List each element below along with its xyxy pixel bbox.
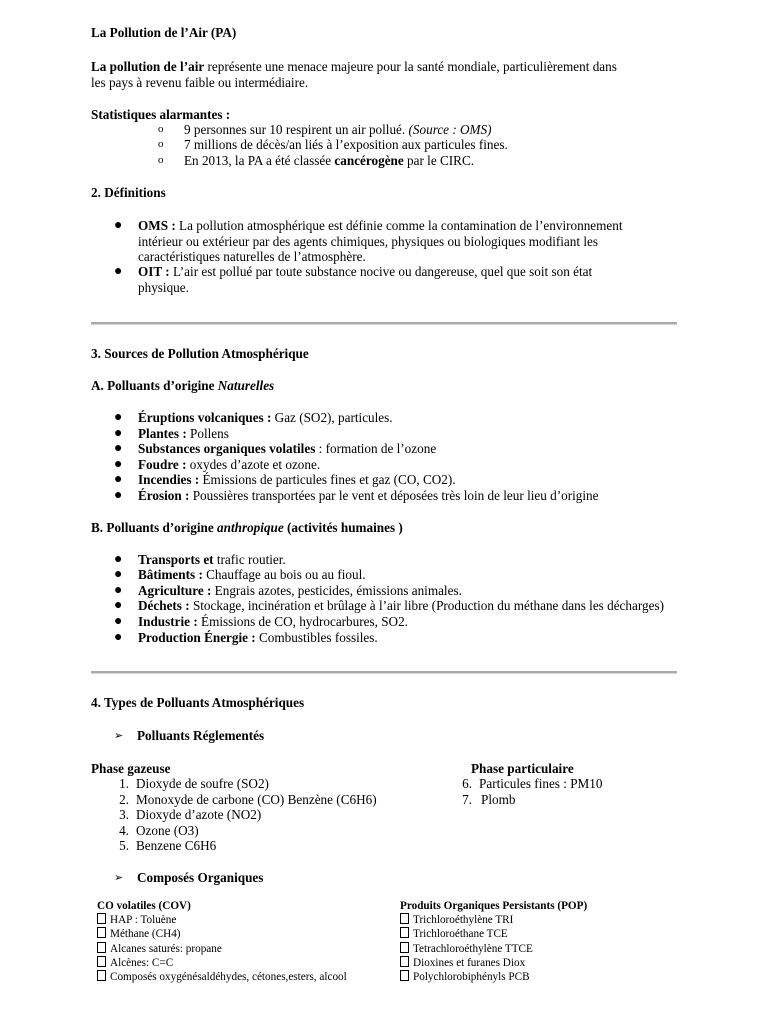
pop-item: Trichloroéthane TCE [400, 927, 587, 941]
document-page: La Pollution de l’Air (PA) La pollution de l’air représente une menace majeure pour la santé mondiale, particulièrement dans les pays à revenu faible ou intermédiaire. Statistiques alarmantes : o 9 personnes sur 10 respirent un air pollué. (Source : OMS) o 7 millions de décès/an liés à l’exposition aux particules fines. o En 2013, la PA a été classée cancérogène par le CIRC. 2. Définitions ● OMS : La pollution atmosphérique est définie comme la contamination de l’environnement intérieur ou extérieur par des agents chimiques, physiques ou biologiques modifiant les caractéristiques naturelles de l’atmosphère. ● OIT : L’air est pollué par toute substance nocive ou dangereuse, quel que soit son état physique. 3. Sources de Pollution Atmosphérique A. Polluants d’origine Naturelles ● Éruptions volcaniques : Gaz (SO2), particules. ● Plantes : Pollens ● Substances organiques volatiles : formation de l’ozone ● Foudre : oxydes d’azote et ozone. ● Incendies : Émissions de particules fines et gaz (CO, CO2). ● Érosion : Poussières transportées par le vent et déposées très loin de leur lieu d’origine B. Polluants d’origine anthropique (activités humaines ) ● Transports et trafic routier. ● Bâtiments : Chauffage au bois ou au fioul. ● Agriculture : Engrais azotes, pesticides, émissions animales. ● Déchets : Stockage, incinération et brûlage à l’air libre (Production du méthane dans les décharges) ● Industrie : Émissions de CO, hydrocarbures, SO2. ● Production Énergie : Combustibles fossiles. 4. Types de Polluants Atmosphériques ➢ Polluants Réglementés Phase gazeuse Phase particulaire 1. Dioxyde de soufre (SO2) 2. Monoxyde de carbone (CO) Benzène (C6H6) 3. Dioxyde d’azote (NO2) 4. Ozone (O3) 5. Benzene C6H6 6. Particules fines : PM10 7. Plomb ➢ Composés Organiques CO volatiles (COV) HAP : Toluène Méthane (CH4) Alcanes saturés: propane Alcènes: C=C Composés oxygénésaldéhydes, cétones,esters, alcool Produits Organiques Persistants (POP) Trichloroéthylène TRI Trichloroéthane TCE Tetrachloroéthylène TTCE Dioxines et furanes Diox Polychlorobiphényls PCB [0, 0, 768, 1024]
bullet-dot: ● [114, 410, 123, 425]
checkbox-icon [97, 927, 106, 938]
cov-item: Alcanes saturés: propane [97, 942, 347, 956]
document-title: La Pollution de l’Air (PA) [91, 25, 237, 40]
bullet-dot: ● [114, 630, 123, 645]
checkbox-icon [400, 970, 409, 981]
intro-line1: représente une menace majeure pour la santé mondiale, particulièrement dans [204, 59, 617, 74]
cov-item: Composés oxygénésaldéhydes, cétones,esters, alcool [97, 970, 347, 984]
bullet-dot: ● [114, 426, 123, 441]
bullet-dot: ● [114, 567, 123, 582]
bullet-dot: ● [114, 472, 123, 487]
bullet-dot: ● [114, 218, 123, 233]
cov-item: Alcènes: C=C [97, 956, 347, 970]
cov-heading: CO volatiles (COV) [97, 900, 191, 912]
bullet-dot: ● [114, 488, 123, 503]
bullet-o: o [158, 154, 164, 166]
stats-heading: Statistiques alarmantes : [91, 107, 231, 122]
bullet-o: o [158, 123, 164, 135]
source-note: (Source : OMS) [408, 122, 492, 137]
bullet-dot: ● [114, 457, 123, 472]
sources-heading: 3. Sources de Pollution Atmosphérique [91, 346, 309, 361]
section-divider [91, 322, 677, 325]
bullet-o: o [158, 138, 164, 150]
cov-item: HAP : Toluène [97, 913, 347, 927]
checkbox-icon [400, 956, 409, 967]
intro-paragraph [91, 59, 691, 90]
organic-heading: Composés Organiques [137, 870, 264, 885]
pop-item: Dioxines et furanes Diox [400, 956, 587, 970]
section-divider [91, 671, 677, 674]
bullet-dot: ● [114, 441, 123, 456]
cov-column [97, 899, 347, 984]
pop-column [400, 899, 587, 984]
bullet-dot: ● [114, 598, 123, 613]
pop-heading: Produits Organiques Persistants (POP) [400, 900, 588, 912]
anthropic-heading: B. Polluants d’origine anthropique (activités humaines ) [91, 520, 403, 535]
checkbox-icon [400, 942, 409, 953]
arrow-bullet-icon: ➢ [114, 730, 124, 742]
bullet-dot: ● [114, 583, 123, 598]
definitions-heading: 2. Définitions [91, 185, 166, 200]
checkbox-icon [97, 942, 106, 953]
checkbox-icon [400, 913, 409, 924]
intro-bold: La pollution de l’air [91, 59, 205, 74]
gas-phase-heading: Phase gazeuse [91, 761, 171, 776]
checkbox-icon [97, 956, 106, 967]
particle-phase-heading: Phase particulaire [471, 761, 574, 776]
pop-item: Trichloroéthylène TRI [400, 913, 587, 927]
checkbox-icon [97, 913, 106, 924]
checkbox-icon [97, 970, 106, 981]
pop-item: Tetrachloroéthylène TTCE [400, 942, 587, 956]
bullet-dot: ● [114, 552, 123, 567]
bullet-dot: ● [114, 264, 123, 279]
regulated-heading: Polluants Réglementés [137, 728, 265, 743]
pop-item: Polychlorobiphényls PCB [400, 970, 587, 984]
arrow-bullet-icon: ➢ [114, 872, 124, 884]
natural-heading: A. Polluants d’origine Naturelles [91, 378, 275, 393]
checkbox-icon [400, 927, 409, 938]
types-heading: 4. Types de Polluants Atmosphériques [91, 695, 305, 710]
intro-line2: les pays à revenu faible ou intermédiaire. [91, 74, 309, 90]
cov-item: Méthane (CH4) [97, 927, 347, 941]
bullet-dot: ● [114, 614, 123, 629]
